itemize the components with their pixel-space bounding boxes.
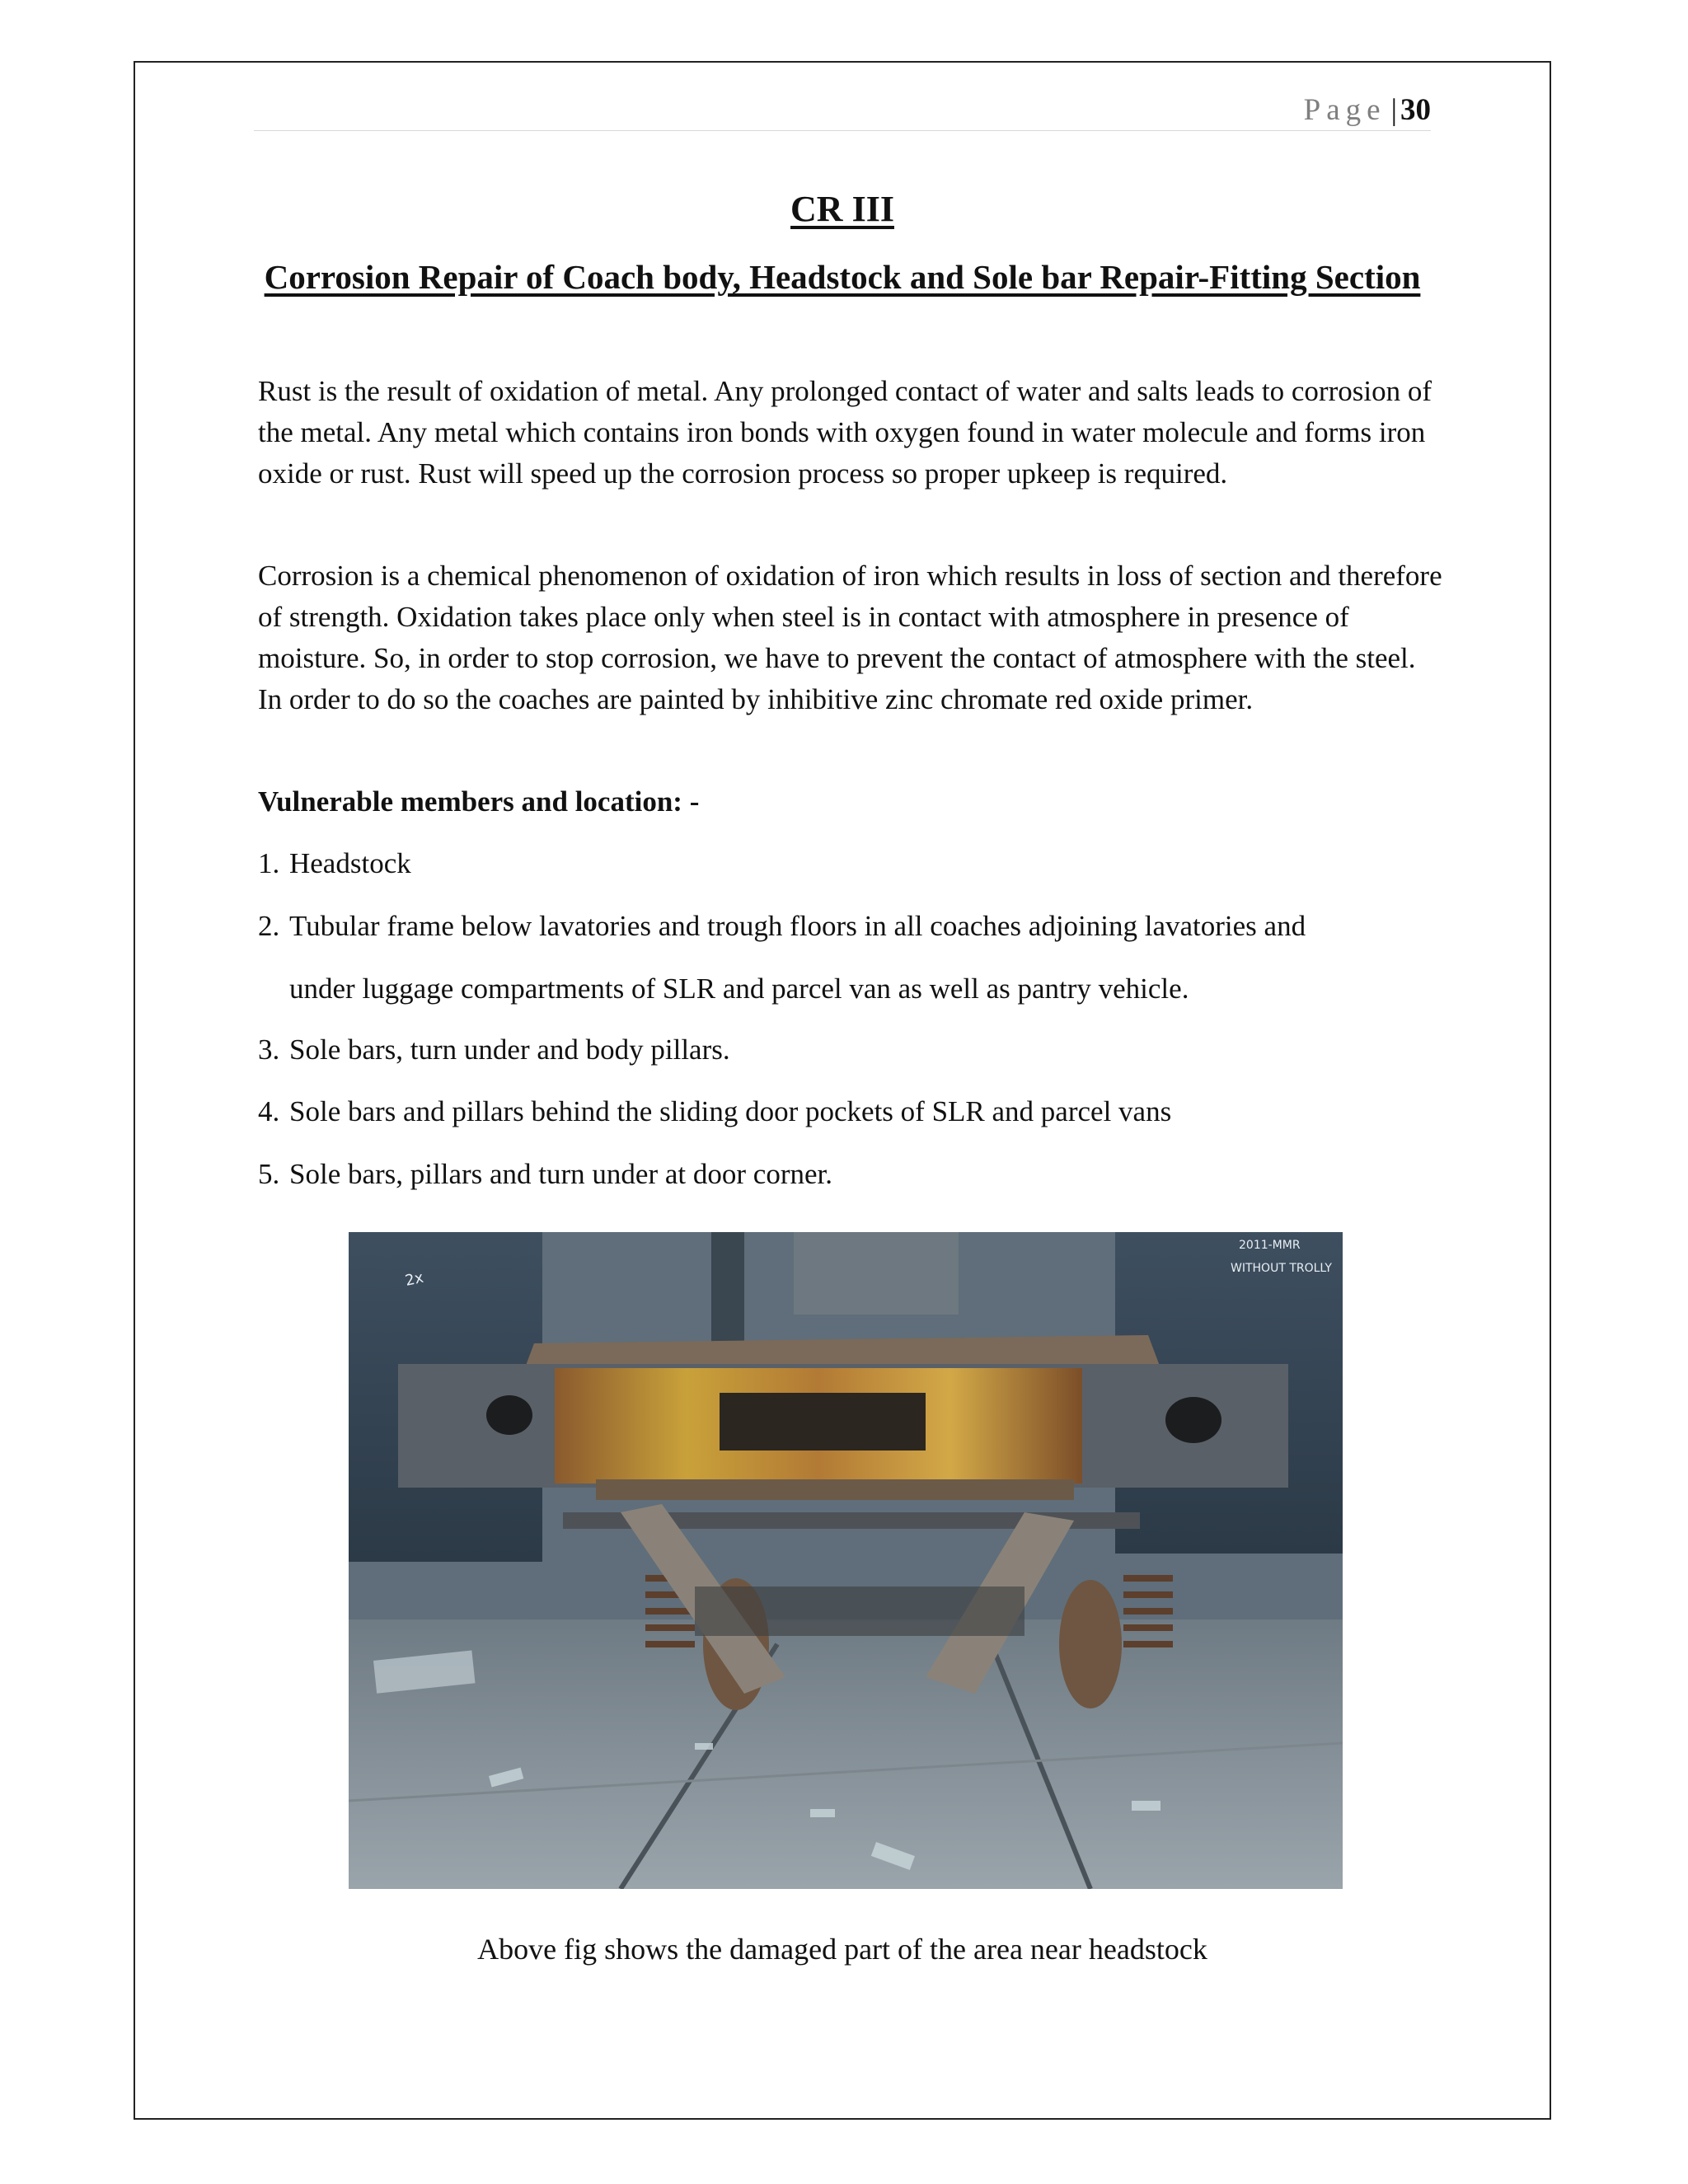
paragraph-corrosion: Corrosion is a chemical phenomenon of oxidation of iron which results in loss of section and therefore of strength. Oxidation takes place only when steel is in contact with atmosphere in presence of moisture. So, in order to stop corrosion, we have to prevent the contact of atmosphere with the steel. In order to do so the coaches are painted by inhibitive zinc chromate red oxide primer. bbox=[258, 560, 1442, 715]
list-item-number: 2. bbox=[258, 910, 280, 942]
list-item bbox=[258, 1029, 730, 1071]
list-item bbox=[258, 843, 411, 884]
page-header bbox=[254, 91, 1431, 131]
list-item-text: Sole bars and pillars behind the sliding door pockets of SLR and parcel vans bbox=[289, 1095, 1172, 1127]
list-item bbox=[258, 1091, 1171, 1132]
list-item-text: Headstock bbox=[289, 847, 411, 879]
list-item-number: 5. bbox=[258, 1158, 280, 1190]
list-item-number: 1. bbox=[258, 847, 280, 879]
list-item-text: Tubular frame below lavatories and trough floors in all coaches adjoining lavatories and bbox=[289, 910, 1306, 942]
section-main-title: Corrosion Repair of Coach body, Headstock and Sole bar Repair-Fitting Section bbox=[264, 258, 1421, 296]
list-item-number: 3. bbox=[258, 1033, 280, 1066]
list-item-text: Sole bars, turn under and body pillars. bbox=[289, 1033, 730, 1066]
headstock-photo bbox=[349, 1232, 1343, 1889]
list-item-number: 4. bbox=[258, 1095, 280, 1127]
svg-text:2x: 2x bbox=[403, 1268, 425, 1290]
svg-text:2011-MMR: 2011-MMR bbox=[1239, 1239, 1301, 1252]
list-heading: Vulnerable members and location: - bbox=[258, 785, 700, 818]
page-number: 30 bbox=[1400, 93, 1431, 127]
figure-caption: Above fig shows the damaged part of the area near headstock bbox=[477, 1933, 1207, 1966]
list-item-continuation: under luggage compartments of SLR and parcel van as well as pantry vehicle. bbox=[289, 972, 1189, 1005]
paragraph-rust: Rust is the result of oxidation of metal. Any prolonged contact of water and salts leads to corrosion of the metal. Any metal which contains iron bonds with oxygen found in water molecule and forms iron oxide or rust. Rust will speed up the corrosion process so proper upkeep is required. bbox=[258, 375, 1432, 490]
section-code-title: CR III bbox=[790, 189, 894, 229]
list-item bbox=[258, 906, 1306, 947]
header-separator: | bbox=[1390, 93, 1397, 127]
page-label: Page bbox=[1303, 93, 1386, 127]
list-item-text: Sole bars, pillars and turn under at door corner. bbox=[289, 1158, 832, 1190]
svg-text:WITHOUT TROLLY: WITHOUT TROLLY bbox=[1231, 1262, 1332, 1275]
list-item bbox=[258, 1154, 832, 1195]
